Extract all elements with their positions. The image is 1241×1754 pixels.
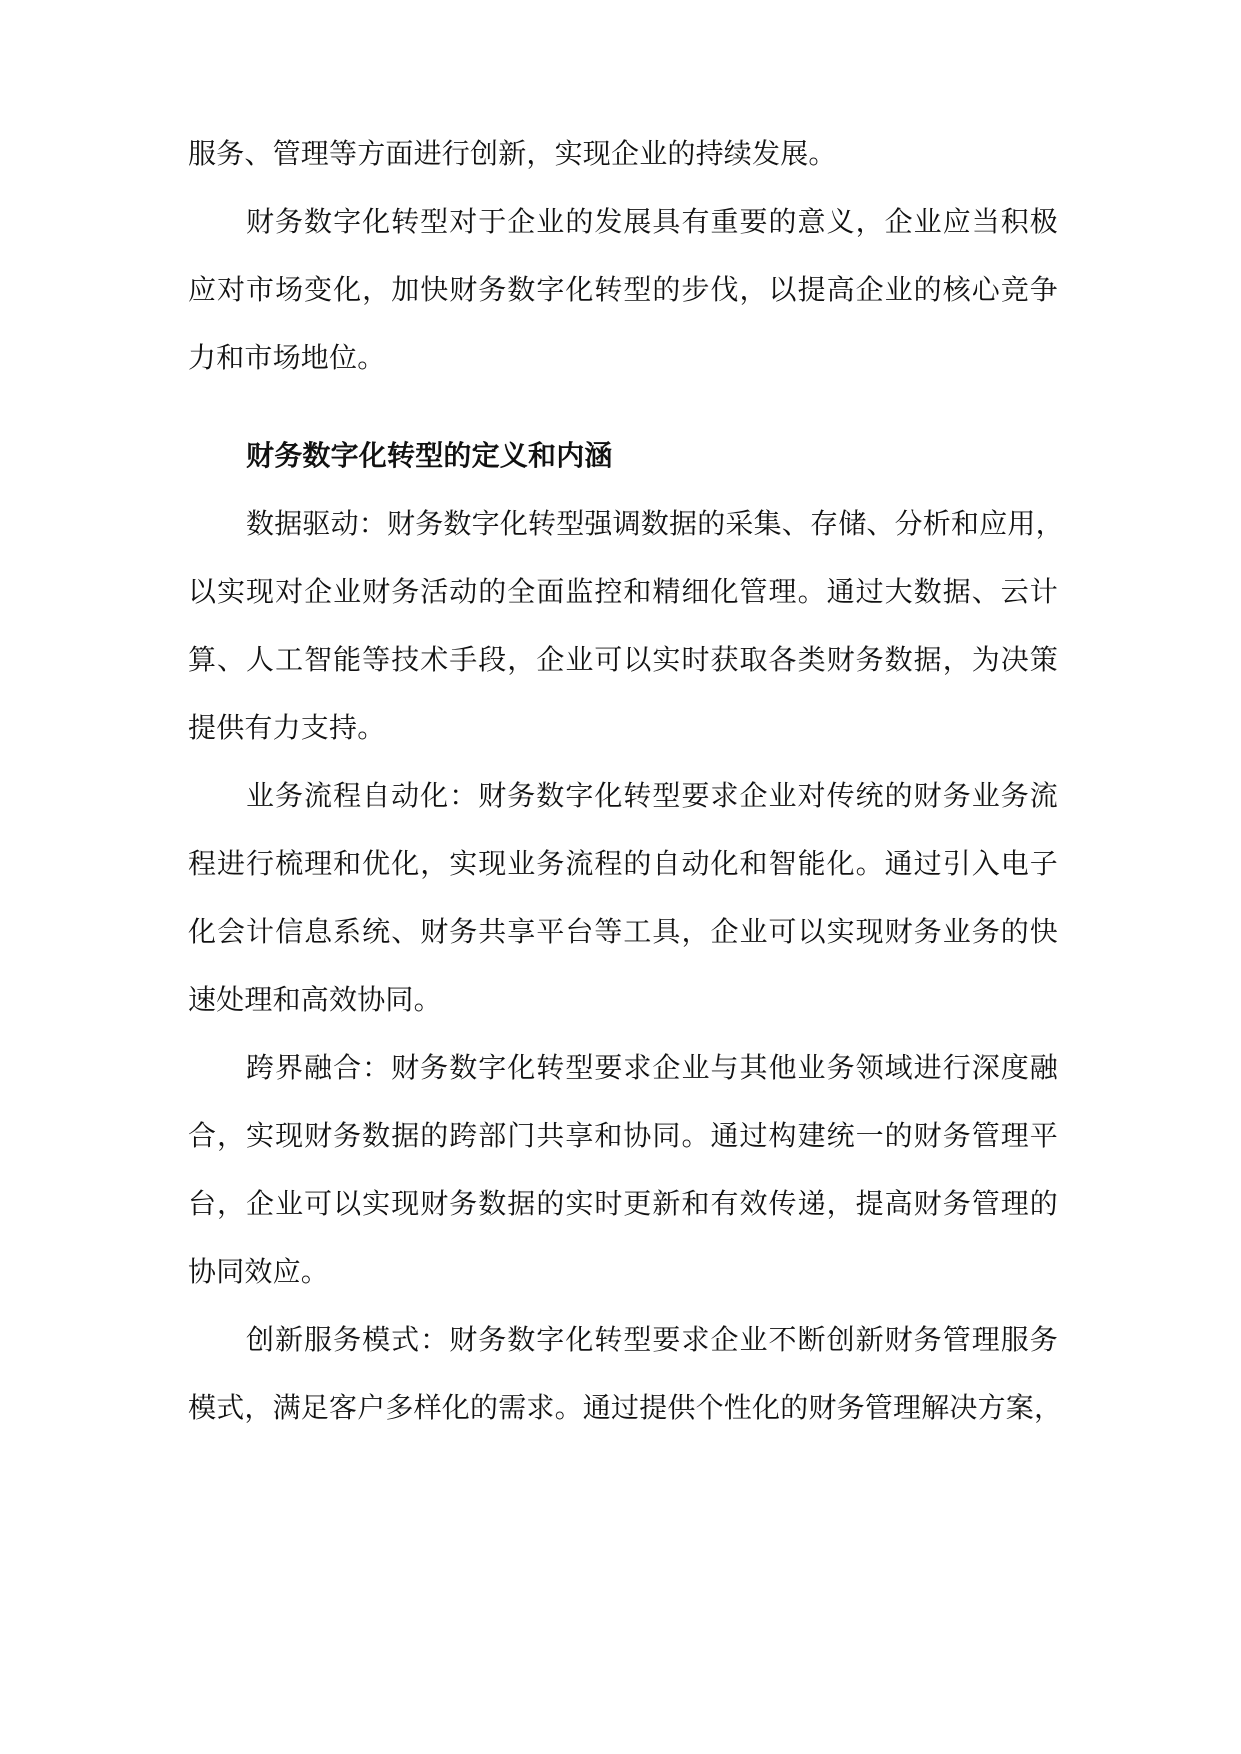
service-innovation-paragraph-line-1: 创新服务模式：财务数字化转型要求企业不断创新财务管理服务 (246, 1323, 1058, 1356)
process-automation-paragraph-line-2: 程进行梳理和优化，实现业务流程的自动化和智能化。通过引入电子 (188, 847, 1058, 880)
data-driven-paragraph-line-3: 算、人工智能等技术手段，企业可以实时获取各类财务数据，为决策 (188, 643, 1058, 676)
cross-integration-paragraph-line-1: 跨界融合：财务数字化转型要求企业与其他业务领域进行深度融 (246, 1051, 1058, 1084)
section-heading: 财务数字化转型的定义和内涵 (246, 439, 613, 472)
process-automation-paragraph-line-4: 速处理和高效协同。 (188, 983, 442, 1016)
intro-paragraph-line-1: 服务、管理等方面进行创新，实现企业的持续发展。 (188, 137, 837, 170)
process-automation-paragraph-line-1: 业务流程自动化：财务数字化转型要求企业对传统的财务业务流 (246, 779, 1058, 812)
data-driven-paragraph-line-4: 提供有力支持。 (188, 711, 386, 744)
significance-paragraph-line-2: 应对市场变化，加快财务数字化转型的步伐，以提高企业的核心竞争 (188, 273, 1058, 306)
data-driven-paragraph-line-2: 以实现对企业财务活动的全面监控和精细化管理。通过大数据、云计 (188, 575, 1058, 608)
significance-paragraph-line-1: 财务数字化转型对于企业的发展具有重要的意义，企业应当积极 (246, 205, 1058, 238)
cross-integration-paragraph-line-4: 协同效应。 (188, 1255, 330, 1288)
cross-integration-paragraph-line-3: 台，企业可以实现财务数据的实时更新和有效传递，提高财务管理的 (188, 1187, 1058, 1220)
significance-paragraph-line-3: 力和市场地位。 (188, 341, 386, 374)
data-driven-paragraph-line-1: 数据驱动：财务数字化转型强调数据的采集、存储、分析和应用， (246, 507, 1064, 540)
process-automation-paragraph-line-3: 化会计信息系统、财务共享平台等工具，企业可以实现财务业务的快 (188, 915, 1058, 948)
service-innovation-paragraph-line-2: 模式，满足客户多样化的需求。通过提供个性化的财务管理解决方案， (188, 1391, 1063, 1424)
cross-integration-paragraph-line-2: 合，实现财务数据的跨部门共享和协同。通过构建统一的财务管理平 (188, 1119, 1058, 1152)
